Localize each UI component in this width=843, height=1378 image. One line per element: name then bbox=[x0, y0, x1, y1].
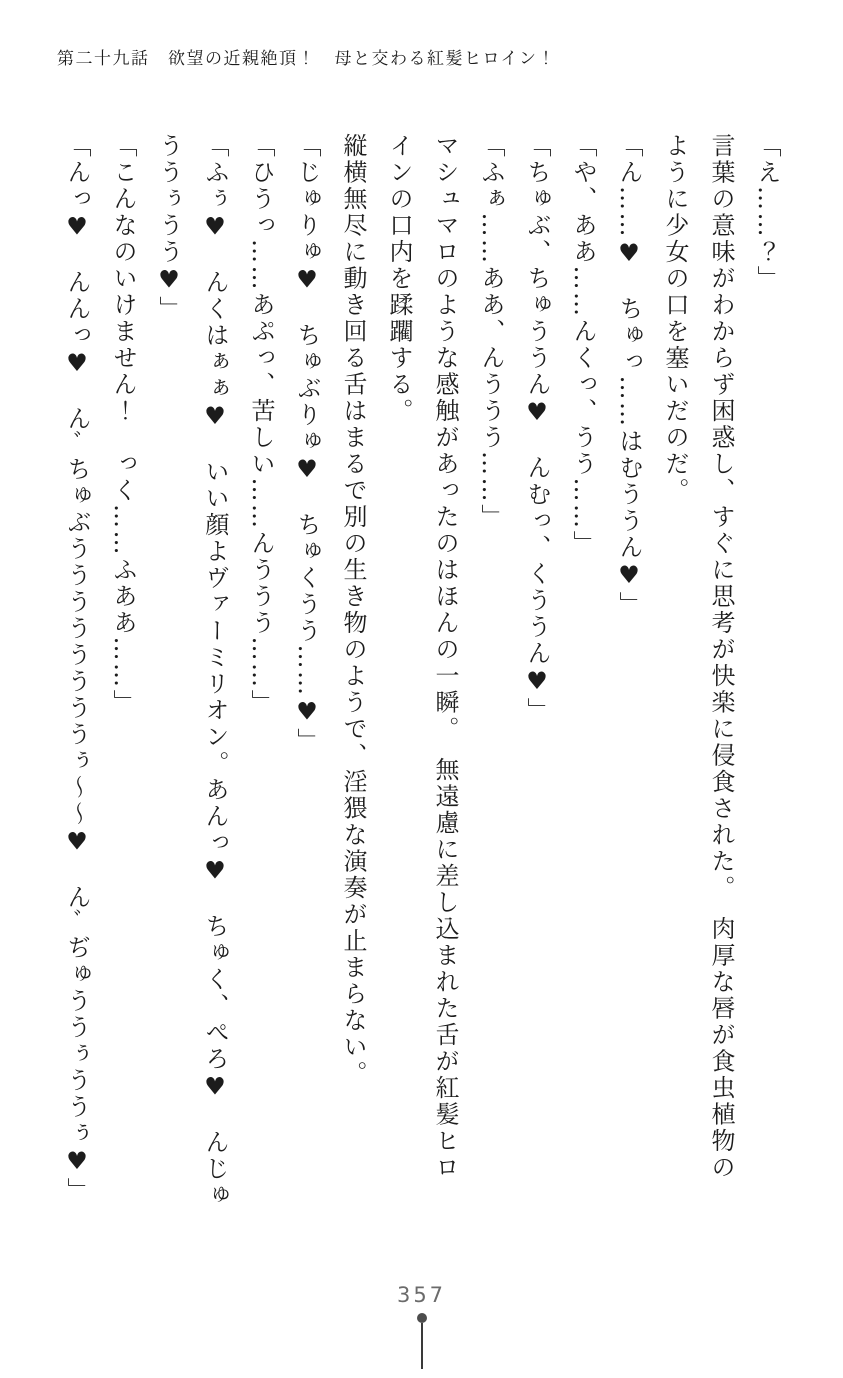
text-column: 「ふぅ♥ んくはぁぁ♥ いい顔よヴァーミリオン。あんっ♥ ちゅく、ぺろ♥ んじゅ bbox=[201, 133, 229, 1209]
text-column: 「じゅりゅ♥ ちゅぶりゅ♥ ちゅくうう……♥」 bbox=[293, 133, 321, 755]
text-column: 「ちゅぶ、ちゅううん♥ んむっ、くううん♥」 bbox=[523, 133, 551, 724]
text-column: ように少女の口を塞いだのだ。 bbox=[661, 133, 689, 504]
text-column: マシュマロのような感触があったのはほんの一瞬。 無遠慮に差し込まれた舌が紅髪ヒロ bbox=[431, 133, 459, 1181]
page-marker-line bbox=[421, 1323, 423, 1369]
text-column: 「ひうっ……あぷっ、苦しい……んううう……」 bbox=[247, 133, 275, 716]
text-column: 「え……？」 bbox=[753, 133, 781, 292]
text-column: インの口内を蹂躙する。 bbox=[385, 133, 413, 425]
text-column: 「ふぁ……ああ、んううう……」 bbox=[477, 133, 505, 531]
text-column: 「や、ああ……んくっ、うう……」 bbox=[569, 133, 597, 557]
text-column: 言葉の意味がわからず困惑し、すぐに思考が快楽に侵食された。 肉厚な唇が食虫植物の bbox=[707, 133, 735, 1181]
chapter-header: 第二十九話 欲望の近親絶頂！ 母と交わる紅髪ヒロイン！ bbox=[57, 49, 556, 69]
page-number: 357 bbox=[396, 1283, 447, 1307]
page-marker-dot-icon bbox=[417, 1313, 427, 1323]
page-footer bbox=[0, 1283, 843, 1378]
text-column: 「ん……♥ ちゅっ……はむううん♥」 bbox=[615, 133, 643, 618]
text-column: 「こんなのいけません！ っく……ふああ……」 bbox=[109, 133, 137, 716]
text-column: 縦横無尽に動き回る舌はまるで別の生き物のようで、淫猥な演奏が止まらない。 bbox=[339, 133, 367, 1087]
text-column: 「んっ♥ んんっ♥ んﾞちゅぶううううううううぅ～～♥ んﾞぢゅううぅううぅ♥」 bbox=[63, 133, 91, 1204]
body-text bbox=[54, 133, 790, 1209]
text-column: ううぅうう♥」 bbox=[155, 133, 183, 323]
